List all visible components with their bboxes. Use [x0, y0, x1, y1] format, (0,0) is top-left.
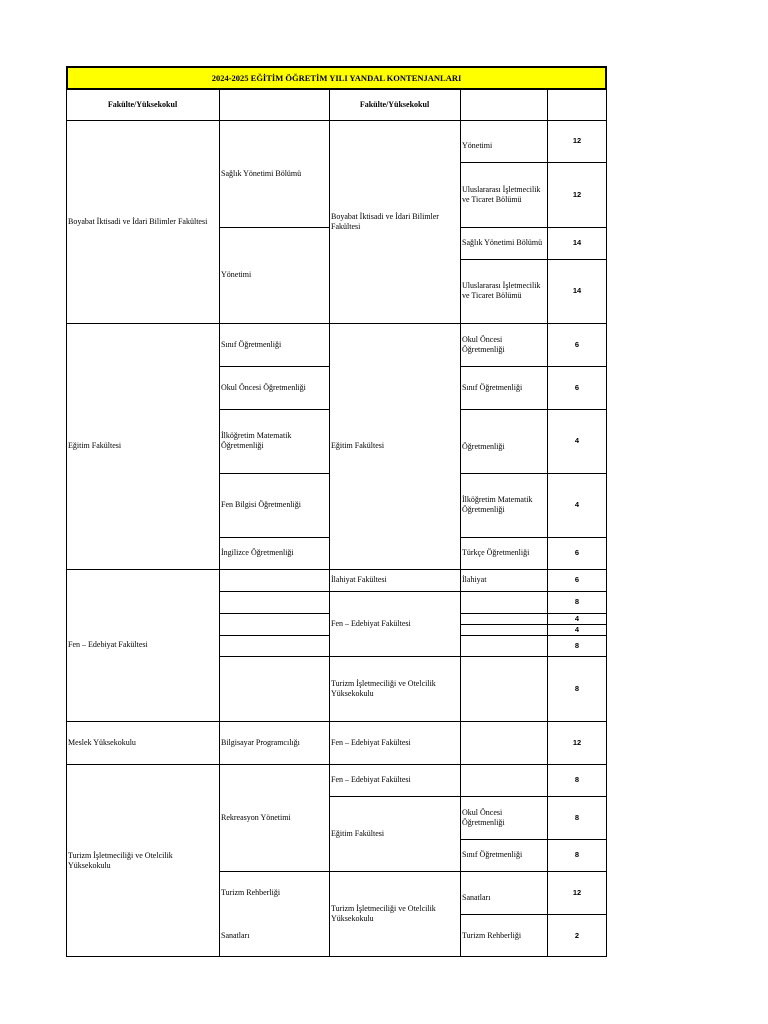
quota-value: 8	[574, 812, 580, 822]
table-divider	[219, 635, 329, 636]
table-divider	[329, 796, 607, 797]
target-faculty: Turizm İşletmeciliği ve Otelcilik Yüksekokulu	[331, 904, 436, 923]
target-program: Sanatları	[462, 893, 491, 902]
table-divider	[460, 839, 607, 840]
table-divider	[460, 635, 607, 636]
target-faculty: Eğitim Fakültesi	[331, 828, 385, 838]
table-border	[606, 90, 607, 957]
source-program-yonetimi: Yönetimi	[221, 270, 252, 279]
source-program: İlköğretim Matematik Öğretmenliği	[221, 431, 292, 450]
table-divider	[66, 120, 607, 121]
target-program: Turizm Rehberliği	[462, 930, 522, 940]
source-program: Turizm Rehberliği	[221, 887, 281, 897]
table-divider	[460, 90, 461, 957]
target-program: Uluslararası İşletmecilik ve Ticaret Bölümü	[462, 184, 541, 204]
quota-value: 6	[574, 382, 580, 392]
table-divider	[460, 914, 607, 915]
source-faculty-meslek: Meslek Yüksekokulu	[68, 737, 136, 747]
quota-value: 6	[574, 548, 580, 557]
quota-value: 12	[572, 737, 582, 747]
quota-value: 8	[574, 640, 580, 650]
table-divider	[460, 227, 607, 228]
quota-value: 2	[574, 930, 580, 940]
target-program: Okul Öncesi Öğretmenliği	[462, 334, 505, 354]
table-divider	[219, 613, 329, 614]
table-divider	[219, 227, 329, 228]
quota-value: 8	[574, 850, 580, 859]
quota-value: 8	[574, 597, 580, 606]
target-program: Sağlık Yönetimi Bölümü	[462, 238, 543, 247]
target-faculty: Turizm İşletmeciliği ve Otelcilik Yüksekokulu	[331, 678, 436, 698]
source-faculty-turizm: Turizm İşletmeciliği ve Otelcilik Yüksekokulu	[68, 850, 173, 870]
table-divider	[460, 537, 607, 538]
source-faculty-fen-edebiyat: Fen – Edebiyat Fakültesi	[68, 640, 148, 649]
quota-value: 4	[574, 500, 580, 509]
target-program: Uluslararası İşletmecilik ve Ticaret Bölümü	[462, 281, 541, 300]
quota-value: 14	[572, 238, 582, 247]
table-divider	[66, 569, 607, 570]
source-program: İngilizce Öğretmenliği	[221, 548, 294, 557]
quota-value: 14	[572, 286, 582, 295]
quota-value: 6	[574, 339, 580, 349]
target-faculty: Fen – Edebiyat Fakültesi	[331, 737, 411, 747]
target-faculty-boyabat: Boyabat İktisadi ve İdari Bilimler Fakültesi	[331, 211, 439, 231]
target-faculty: İlahiyat Fakültesi	[331, 575, 387, 584]
source-program: Rekreasyon Yönetimi	[221, 812, 291, 822]
table-divider	[460, 473, 607, 474]
table-divider	[460, 409, 607, 410]
quota-value: 12	[572, 136, 582, 145]
target-faculty: Fen – Edebiyat Fakültesi	[331, 618, 411, 628]
table-divider	[460, 259, 607, 260]
quota-value: 4	[574, 436, 580, 445]
target-program: Sınıf Öğretmenliği	[462, 382, 523, 392]
table-divider	[460, 162, 607, 163]
quota-value: 8	[574, 775, 580, 784]
table-divider	[66, 721, 607, 722]
target-program: Türkçe Öğretmenliği	[462, 548, 530, 557]
table-divider	[219, 409, 329, 410]
source-program: Okul Öncesi Öğretmenliği	[221, 382, 306, 392]
source-program-saglik-yonetimi: Sağlık Yönetimi Bölümü	[221, 168, 302, 178]
source-program: Fen Bilgisi Öğretmenliği	[221, 500, 301, 509]
quota-value: 4	[574, 624, 580, 634]
table-divider	[460, 613, 607, 614]
table-divider	[219, 591, 607, 592]
quota-value: 4	[574, 613, 580, 623]
table-divider	[66, 764, 607, 765]
target-faculty: Fen – Edebiyat Fakültesi	[331, 775, 411, 784]
table-divider	[219, 871, 607, 872]
table-divider	[219, 366, 329, 367]
target-program: Sınıf Öğretmenliği	[462, 850, 523, 859]
target-program: İlahiyat	[462, 575, 487, 584]
source-faculty-boyabat: Boyabat İktisadi ve İdari Bilimler Fakültesi	[68, 216, 208, 226]
table-divider	[219, 473, 329, 474]
target-faculty-egitim: Eğitim Fakültesi	[331, 441, 385, 450]
source-faculty-egitim: Eğitim Fakültesi	[68, 441, 122, 450]
table-divider	[460, 624, 607, 625]
table-divider	[219, 90, 220, 957]
target-program: İlköğretim Matematik Öğretmenliği	[462, 495, 533, 514]
table-divider	[547, 90, 548, 957]
source-program: Sınıf Öğretmenliği	[221, 339, 282, 349]
quota-value: 8	[574, 683, 580, 693]
target-program: Okul Öncesi Öğretmenliği	[462, 807, 505, 827]
quota-value: 12	[572, 887, 582, 897]
table-divider	[66, 323, 607, 324]
table-border	[66, 956, 607, 957]
target-program	[460, 764, 547, 796]
quota-value: 6	[574, 575, 580, 584]
document-title: 2024-2025 EĞİTİM ÖĞRETİM YILI YANDAL KONTENJANLARI	[66, 66, 607, 90]
quota-value: 12	[572, 189, 582, 199]
target-program: Yönetimi	[462, 141, 493, 150]
source-program: Bilgisayar Programcılığı	[221, 737, 300, 747]
source-program: Sanatları	[221, 930, 250, 940]
table-divider	[219, 656, 607, 657]
header-right-faculty: Fakülte/Yüksekokul	[359, 100, 430, 109]
table-border	[66, 90, 67, 957]
table-divider	[329, 90, 330, 957]
target-program: Öğretmenliği	[462, 441, 505, 451]
header-left-faculty: Fakülte/Yüksekokul	[107, 100, 178, 109]
table-divider	[460, 366, 607, 367]
table-divider	[219, 537, 329, 538]
